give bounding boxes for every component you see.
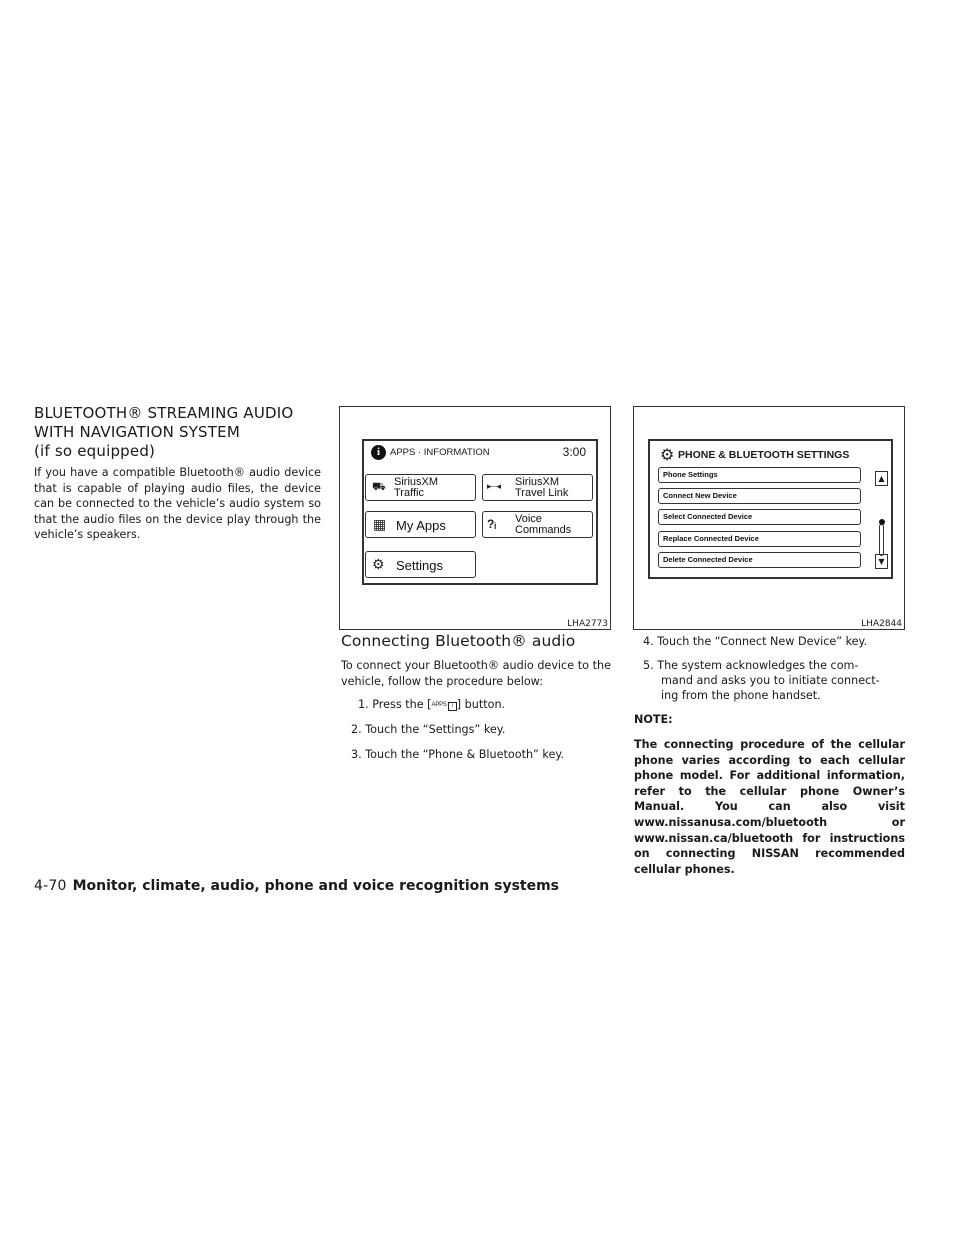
siriusxm-traffic-key[interactable]: ⛟ SiriusXM Traffic	[365, 474, 476, 501]
step-2: 2. Touch the “Settings” key.	[351, 723, 506, 736]
phone-settings-title: PHONE & BLUETOOTH SETTINGS	[678, 449, 850, 461]
figure-apps-screen	[339, 406, 611, 630]
step-3: 3. Touch the “Phone & Bluetooth” key.	[351, 748, 564, 761]
gear-icon: ⚙	[372, 556, 385, 572]
replace-connected-device-item[interactable]: Replace Connected Device	[658, 531, 861, 547]
intro-paragraph: If you have a compatible Bluetooth® audio device that is capable of playing audio files, the device can be connected to the vehicle’s audio system so that the audio files on the device play through the vehicle’s speakers.	[34, 466, 321, 542]
phone-settings-screen	[648, 439, 893, 579]
select-connected-device-item[interactable]: Select Connected Device	[658, 509, 861, 525]
step-5-line-1: 5. The system acknowledges the com-	[643, 659, 859, 672]
signal-link-icon: ▸···◂	[487, 481, 501, 491]
step-4: 4. Touch the “Connect New Device” key.	[643, 635, 868, 648]
connect-new-device-item[interactable]: Connect New Device	[658, 488, 861, 504]
connecting-heading: Connecting Bluetooth® audio	[341, 632, 576, 650]
note-body: The connecting procedure of the cellular phone varies according to each cellular phone model. For additional information, refer to the cellular phone Owner’s Manual. You can also visit www.nissanusa.com/bluetooth or www.nissan.ca/bluetooth for instructions on connecting NISSAN recommended cellular phones.	[634, 738, 905, 876]
chapter-title: Monitor, climate, audio, phone and voice recognition systems	[72, 878, 560, 894]
step-5-line-2: mand and asks you to initiate connect-	[661, 674, 880, 687]
apps-grid-icon: ▦	[373, 516, 387, 532]
phone-settings-item[interactable]: Phone Settings	[658, 467, 861, 483]
note-heading: NOTE:	[634, 713, 673, 726]
apps-screen-title: APPS · INFORMATION	[390, 447, 490, 458]
section-title-line-3: (if so equipped)	[34, 442, 156, 460]
siriusxm-travel-link-key[interactable]: ▸···◂ SiriusXM Travel Link	[482, 474, 593, 501]
voice-command-icon: ?ᵢ	[487, 517, 497, 531]
apps-screen	[362, 439, 598, 585]
connecting-paragraph: To connect your Bluetooth® audio device to the vehicle, follow the procedure below:	[341, 659, 611, 688]
voice-commands-key[interactable]: ?ᵢ Voice Commands	[482, 511, 593, 538]
scroll-down-button[interactable]: ▼	[875, 554, 888, 569]
section-title-line-2: WITH NAVIGATION SYSTEM	[34, 423, 240, 441]
scrollbar-track[interactable]	[879, 524, 884, 556]
gear-icon: ⚙	[660, 445, 675, 464]
section-title	[34, 404, 334, 461]
settings-key[interactable]: ⚙ Settings	[365, 551, 476, 578]
my-apps-key[interactable]: ▦ My Apps	[365, 511, 476, 538]
apps-button-icon: APPS i	[432, 698, 457, 714]
delete-connected-device-item[interactable]: Delete Connected Device	[658, 552, 861, 568]
figure-phone-settings-screen	[633, 406, 905, 630]
page-number: 4-70	[34, 878, 67, 894]
clock-time: 3:00	[562, 445, 586, 459]
figure-code: LHA2844	[861, 619, 902, 629]
step-1: 1. Press the [APPS i ] button.	[358, 697, 505, 714]
page-footer	[34, 878, 559, 894]
figure-code: LHA2773	[567, 619, 608, 629]
step-5-line-3: ing from the phone handset.	[661, 689, 821, 702]
info-icon: i	[371, 445, 386, 460]
scroll-up-button[interactable]: ▲	[875, 471, 888, 486]
section-title-line-1: BLUETOOTH® STREAMING AUDIO	[34, 404, 294, 422]
car-traffic-icon: ⛟	[372, 481, 386, 493]
